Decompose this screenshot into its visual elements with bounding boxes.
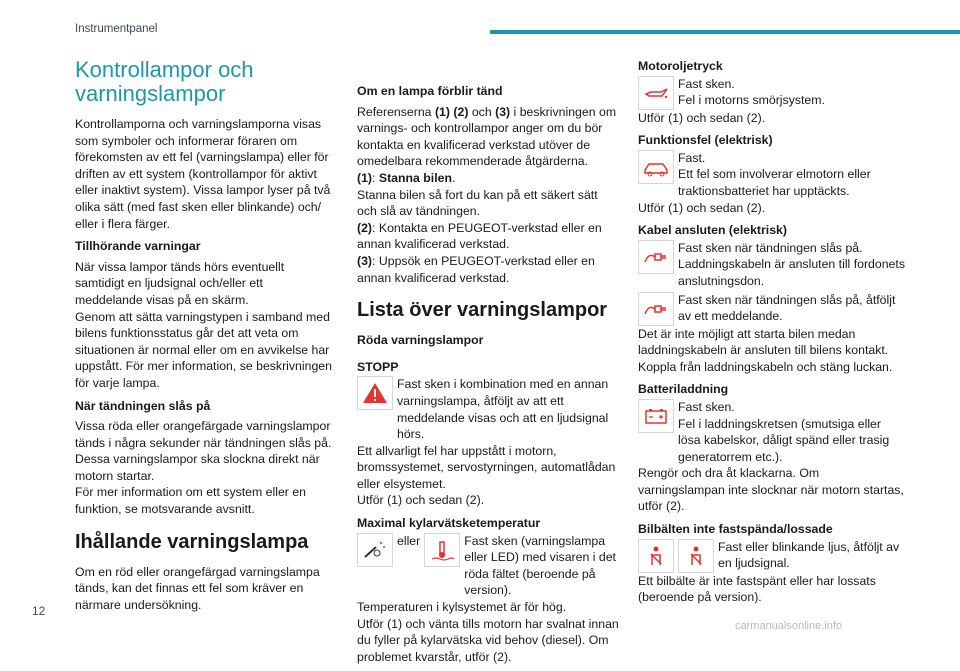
stop-text-2: Ett allvarligt fel har uppstått i motorn, bromssystemet, servostyrningen, automatlådan eller elsystemet. xyxy=(357,443,616,491)
coolant-gauge-icon xyxy=(357,533,393,567)
oil-title: Motoroljetryck xyxy=(638,59,723,73)
elec-text-2: Ett fel som involverar elmotorn eller traktionsbatteriet har upptäckts. xyxy=(678,167,871,198)
header-section: Instrumentpanel xyxy=(75,23,158,35)
battery-text-1: Fast sken. xyxy=(678,399,735,414)
battery-text-3: Rengör och dra åt klackarna. Om varningslampan inte slocknar när motorn startas, utför (2). xyxy=(638,466,904,514)
stop-text-3: Utför (1) och sedan (2). xyxy=(357,493,485,508)
persistent-text: Om en röd eller orangefärgad varningslampa tänds, kan det finnas ett fel som kräver en närmare undersökning. xyxy=(75,564,320,612)
coolant-text-2: Temperaturen i kylsystemet är för hög. xyxy=(357,600,567,615)
belt-row xyxy=(638,539,906,573)
oil-row xyxy=(638,76,906,110)
column-3 xyxy=(638,58,906,612)
coolant-text-3: Utför (1) och vänta tills motorn har svalnat innan du fyller på kylarvätska vid behov (diesel). Om problemet kvarstår, utför (2). xyxy=(357,616,619,664)
belt-text-1: Fast eller blinkande ljus, åtföljt av en ljudsignal. xyxy=(718,539,900,571)
seatbelt-rear-icon xyxy=(678,539,714,573)
cable-title: Kabel ansluten (elektrisk) xyxy=(638,223,787,238)
stop-row xyxy=(357,376,619,442)
ignition-text-1: Vissa röda eller orangefärgade varningslampor tänds i några sekunder när tändningen slås på. Dessa varningslampor ska slockna direkt när motorn startar. xyxy=(75,419,332,483)
heading-persistent-warning: Ihållande varningslampa xyxy=(75,530,309,553)
ref-1: (1): Stanna bilen. xyxy=(357,170,456,185)
assoc-text-1: När vissa lampor tänds hörs eventuellt samtidigt en ljudsignal och/eller ett meddelande visas på en skärm. xyxy=(75,259,285,307)
cable-text-3: Fast sken när tändningen slås på, åtföljt av ett meddelande. xyxy=(678,292,896,324)
battery-icon xyxy=(638,399,674,433)
belt-text-2: Ett bilbälte är inte fastspänt eller har lossats (beroende på version). xyxy=(638,573,876,605)
oil-text-2: Fel i motorns smörjsystem. xyxy=(678,93,825,108)
heading-ignition: När tändningen slås på xyxy=(75,398,211,413)
seatbelt-icon xyxy=(638,539,674,573)
elec-text-3: Utför (1) och sedan (2). xyxy=(638,200,766,215)
stop-text-1: Fast sken i kombination med en annan varningslampa, åtföljt av att ett meddelande visas och att en ljudsignal hörs. xyxy=(397,377,609,442)
oil-text-3: Utför (1) och sedan (2). xyxy=(638,110,766,125)
cable-row-2 xyxy=(638,292,906,326)
elec-title: Funktionsfel (elektrisk) xyxy=(638,133,773,148)
stop-title: STOPP xyxy=(357,359,399,374)
oil-text-1: Fast sken. xyxy=(678,76,735,91)
heading-associated-warnings: Tillhörande varningar xyxy=(75,239,201,254)
references-text: Referenserna (1) (2) och (3) i beskrivningen om varnings- och kontrollampor anger om du bör kontakta en kvalificerad verkstad utöver de omedelbara rekommenderade åtgärderna. xyxy=(357,104,617,169)
header-accent-bar xyxy=(490,30,960,34)
heading-lamp-remains-on: Om en lampa förblir tänd xyxy=(357,84,503,98)
cable-text-2: Laddningskabeln är ansluten till fordonets anslutningsdon. xyxy=(678,257,905,288)
cable-connected-icon xyxy=(638,240,674,274)
battery-row xyxy=(638,399,906,465)
column-2 xyxy=(357,83,619,671)
battery-title: Batteriladdning xyxy=(638,382,729,397)
electric-fault-icon xyxy=(638,150,674,184)
heading-red-lamps: Röda varningslampor xyxy=(357,333,484,348)
page-title: Kontrollampor och varningslampor xyxy=(75,57,254,106)
column-1 xyxy=(75,58,333,619)
elec-row xyxy=(638,150,906,200)
stop-warning-icon xyxy=(357,376,393,410)
cable-row-1 xyxy=(638,240,906,290)
intro-text: Kontrollamporna och varningslamporna visas som symboler och informerar föraren om förekomsten av ett fel (varningslampa) eller för driften av ett system (kontrollampor för aktivt eller inaktivt system). Vissa lampor lyser på två olika sätt (med fast sken eller blinkande) och/ eller i flera färger. xyxy=(75,117,331,231)
watermark: carmanualsonline.info xyxy=(735,620,843,632)
ignition-text-2: För mer information om ett system eller en funktion, se motsvarande avsnitt. xyxy=(75,485,306,517)
assoc-text-2: Genom att sätta varningstypen i samband med bilens funktionsstatus går det att veta om situationen är normal eller om en avvikelse har uppstått. För mer information, se beskrivningen för varje lampa. xyxy=(75,309,332,390)
battery-text-2: Fel i laddningskretsen (smutsiga eller lösa kabelskor, dåligt spänd eller trasig generatorrem etc.). xyxy=(678,416,890,464)
cable-text-4: Det är inte möjligt att starta bilen medan laddningskabeln är ansluten till bilens kontakt. Koppla från laddningskabeln och stäng luckan. xyxy=(638,326,893,374)
ref-3: (3): Uppsök en PEUGEOT-verkstad eller en annan kvalificerad verkstad. xyxy=(357,253,595,285)
page-number: 12 xyxy=(32,604,46,618)
coolant-or: eller xyxy=(397,533,421,548)
ref-2: (2): Kontakta en PEUGEOT-verkstad eller en annan kvalificerad verkstad. xyxy=(357,220,602,252)
cable-text-1: Fast sken när tändningen slås på. xyxy=(678,240,863,255)
belt-title: Bilbälten inte fastspända/lossade xyxy=(638,522,833,537)
coolant-temperature-icon xyxy=(424,533,460,567)
ref-1-more: Stanna bilen så fort du kan på ett säkert sätt och slå av tändningen. xyxy=(357,187,598,219)
heading-warning-list: Lista över varningslampor xyxy=(357,299,608,322)
coolant-row xyxy=(357,533,619,599)
cable-connected-message-icon xyxy=(638,292,674,326)
coolant-title: Maximal kylarvätsketemperatur xyxy=(357,516,541,531)
oil-pressure-icon xyxy=(638,76,674,110)
elec-text-1: Fast. xyxy=(678,150,706,165)
coolant-text-1: Fast sken (varningslampa eller LED) med visaren i det röda fältet (beroende på version). xyxy=(464,533,616,598)
